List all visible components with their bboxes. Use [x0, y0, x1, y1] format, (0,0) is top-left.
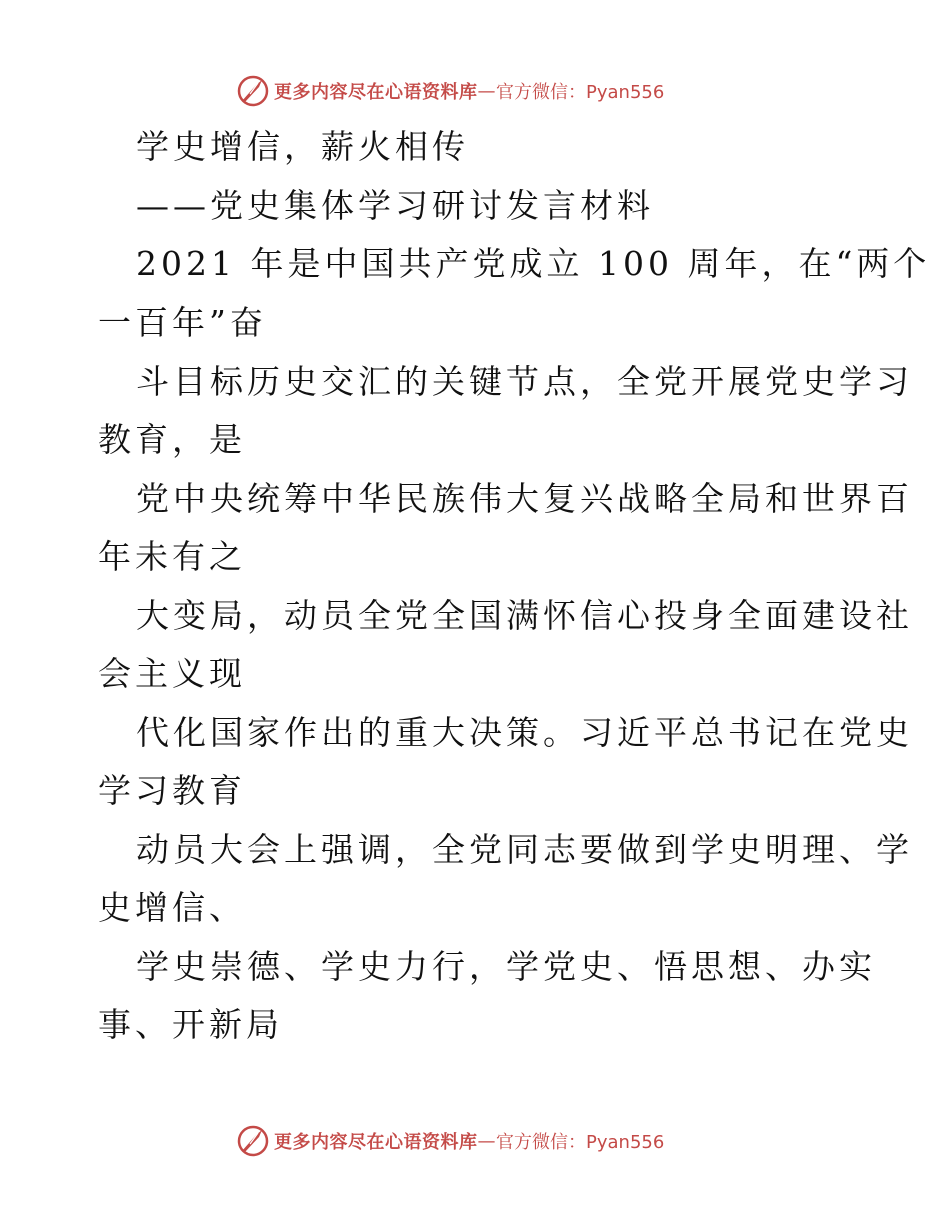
- watermark-contact: 官方微信：Pyan556: [496, 1132, 665, 1153]
- paragraph-line: 斗目标历史交汇的关键节点，全党开展党史学习: [136, 362, 913, 401]
- paragraph-line: 党中央统筹中华民族伟大复兴战略全局和世界百: [136, 479, 913, 518]
- document-subtitle: ——党史集体学习研讨发言材料: [136, 186, 654, 225]
- paragraph-line: 代化国家作出的重大决策。习近平总书记在党史: [136, 713, 913, 752]
- paragraph-line: 一百年”奋: [98, 303, 267, 342]
- quill-pen-circle-icon: [236, 1124, 270, 1158]
- paragraph-line: 年未有之: [98, 537, 246, 576]
- paragraph-line: 学史崇德、学史力行，学党史、悟思想、办实: [136, 947, 876, 986]
- watermark-title: 更多内容尽在心语资料库: [274, 82, 478, 103]
- quill-pen-circle-icon: [236, 74, 270, 108]
- paragraph-line: 会主义现: [98, 654, 246, 693]
- paragraph-line: 2021 年是中国共产党成立 100 周年，在“两个: [136, 244, 931, 283]
- paragraph-line: 史增信、: [98, 888, 246, 927]
- document-title: 学史增信，薪火相传: [136, 127, 469, 166]
- watermark-contact: 官方微信：Pyan556: [496, 82, 665, 103]
- paragraph-line: 教育，是: [98, 420, 246, 459]
- footer-watermark: [236, 1124, 664, 1158]
- paragraph-line: 事、开新局: [98, 1005, 283, 1044]
- paragraph-line: 学习教育: [98, 771, 246, 810]
- watermark-title: 更多内容尽在心语资料库: [274, 1132, 478, 1153]
- paragraph-line: 动员大会上强调，全党同志要做到学史明理、学: [136, 830, 913, 869]
- paragraph-line: 大变局，动员全党全国满怀信心投身全面建设社: [136, 596, 913, 635]
- watermark-separator: —: [477, 80, 496, 102]
- header-watermark: [236, 74, 664, 108]
- watermark-separator: —: [477, 1130, 496, 1152]
